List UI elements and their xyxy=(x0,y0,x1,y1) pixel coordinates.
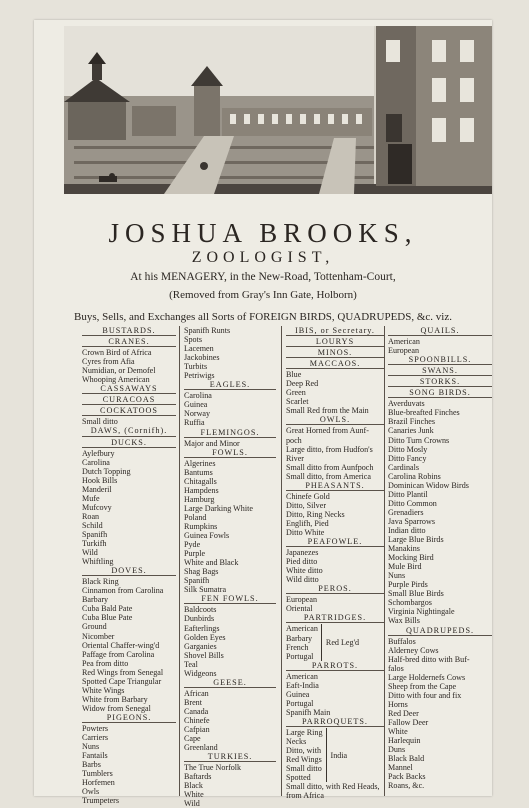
stock-item: Ditto White xyxy=(286,527,325,537)
stock-item: Small Blue Birds xyxy=(388,589,444,599)
stock-item: Crown Bird of Africa xyxy=(82,348,152,358)
stock-item: Chinefe Gold xyxy=(286,491,330,501)
stock-item: Norway xyxy=(184,409,211,419)
stock-item: Cardinals xyxy=(388,462,420,472)
category-heading: QUAILS. xyxy=(388,326,492,336)
stock-item: Whiftling xyxy=(82,557,114,567)
menagerie-engraving xyxy=(64,26,492,194)
profession-title: ZOOLOGIST, xyxy=(191,249,335,266)
trade-line xyxy=(34,311,492,323)
stock-item: Brazil Finches xyxy=(388,417,435,427)
trade-suffix: &c. viz. xyxy=(416,311,452,323)
stock-item: American xyxy=(388,337,420,347)
stock-item: Pied ditto xyxy=(286,557,318,567)
stock-item: Roan xyxy=(82,511,100,521)
category-heading: PHEASANTS. xyxy=(286,481,384,491)
category-heading: FOWLS. xyxy=(184,448,276,458)
stock-item: Aylefbury xyxy=(82,448,115,458)
bracketed-group xyxy=(286,624,384,660)
category-heading: BUSTARDS. xyxy=(82,326,176,336)
stock-item: Eaft-India xyxy=(286,680,319,690)
category-heading: SWANS. xyxy=(388,366,492,376)
stock-item: Fallow Deer xyxy=(388,717,429,727)
stock-item: Sheep from the Cape xyxy=(388,681,457,691)
stock-item: Java Sparrows xyxy=(388,516,435,526)
stock-item: Poland xyxy=(184,512,207,522)
stock-item: Widow from Senegal xyxy=(82,703,151,713)
stock-item: Red Deer xyxy=(388,708,419,718)
stock-item: Deep Red xyxy=(286,379,319,389)
category-heading: DOVES. xyxy=(82,566,176,576)
stock-item: Ditto, Ring Necks xyxy=(286,509,345,519)
stock-item: Cafpian xyxy=(184,725,210,735)
stock-item: Numidian, or Demofel xyxy=(82,366,156,376)
stock-item: Ditto Plantil xyxy=(388,489,428,499)
stock-item: Major and Minor xyxy=(184,438,240,448)
stock-item: Spanifh Runts xyxy=(184,326,231,335)
category-heading: SPOONBILLS. xyxy=(388,355,492,365)
stock-item: Black xyxy=(184,781,203,791)
stock-item: Chitagalls xyxy=(184,476,217,486)
column-divider xyxy=(384,326,385,796)
stock-item: Mufcovy xyxy=(82,502,112,512)
stock-item: Wild xyxy=(82,548,98,558)
stock-item: Portugal xyxy=(286,698,314,708)
address-line xyxy=(34,271,492,283)
stock-column-1 xyxy=(82,326,176,805)
stock-item: Cuba Bald Pate xyxy=(82,604,133,614)
stock-item: Silk Sumatra xyxy=(184,585,227,595)
category-heading: PARROQUETS. xyxy=(286,717,384,727)
stock-item: Large ditto, from Hudfon's xyxy=(286,444,373,454)
stock-item: Purple Pirds xyxy=(388,580,428,590)
stock-item: Barbs xyxy=(82,760,101,770)
stock-item: Garganies xyxy=(184,641,217,651)
trade-main: FOREIGN BIRDS, QUADRUPEDS, xyxy=(249,311,415,323)
stock-item: European xyxy=(388,346,420,356)
stock-item: Brent xyxy=(184,697,202,707)
stock-item: Small ditto, with Red Heads, xyxy=(286,782,380,792)
stock-item: Canada xyxy=(184,706,209,716)
stock-item: Cuba Blue Pate xyxy=(82,613,133,623)
stock-item: Lacemen xyxy=(184,344,214,354)
stock-item: Hamburg xyxy=(184,494,215,504)
stock-item: Buffalos xyxy=(388,636,416,646)
stock-item: Large Ring xyxy=(286,727,323,737)
category-heading: MACCAOS. xyxy=(286,359,384,369)
stock-item: Black Bald xyxy=(388,754,425,764)
stock-item: Wild ditto xyxy=(286,575,319,585)
stock-item: European xyxy=(286,595,318,605)
stock-item: Small ditto xyxy=(286,764,322,774)
category-heading: QUADRUPEDS. xyxy=(388,626,492,636)
stock-item: Averduvats xyxy=(388,399,425,409)
stock-item: Indian ditto xyxy=(388,525,426,535)
category-heading: IBIS, or Secretary. xyxy=(286,326,384,336)
stock-item: from Africa xyxy=(286,791,324,801)
stock-item: Spotted Cape Triangular xyxy=(82,676,162,686)
stock-item: Nuns xyxy=(388,571,406,581)
category-heading: CURACOAS xyxy=(82,395,176,405)
stock-item: Spotted xyxy=(286,773,311,783)
stock-item: Small ditto, from America xyxy=(286,471,371,481)
stock-item: The True Norfolk xyxy=(184,763,242,773)
stock-item: Nuns xyxy=(82,742,100,752)
bracket-items xyxy=(286,728,327,782)
stock-item: Pyde xyxy=(184,540,201,550)
stock-item: Oriental Chaffer-wing'd xyxy=(82,640,160,650)
stock-item: falos xyxy=(388,663,404,673)
stock-item: Mocking Bird xyxy=(388,553,434,563)
stock-item: poch xyxy=(286,435,302,445)
stock-item: Duns xyxy=(388,745,406,755)
address-suffix: in the New-Road, Tottenham-Court, xyxy=(229,271,396,283)
stock-item: Small ditto from Aunfpoch xyxy=(286,462,374,472)
stock-item: Guinea xyxy=(184,400,208,410)
stock-item: Red Wings xyxy=(286,755,322,765)
stock-item: Oriental xyxy=(286,604,313,614)
stock-item: Schild xyxy=(82,520,103,530)
stock-item: Baftards xyxy=(184,772,212,782)
stock-item: Carriers xyxy=(82,733,109,743)
stock-item: Paffage from Carolina xyxy=(82,649,155,659)
stock-item: Wax Bills xyxy=(388,616,420,626)
stock-item: Alderney Cows xyxy=(388,645,439,655)
stock-item: Ditto Fancy xyxy=(388,453,427,463)
stock-item: African xyxy=(184,688,209,698)
stock-item: Guinea Fowls xyxy=(184,531,230,541)
category-heading: PARTRIDGES. xyxy=(286,613,384,623)
bracket-label: Red Leg'd xyxy=(325,638,360,648)
stock-item: Mannel xyxy=(388,763,413,773)
stock-item: Canaries Junk xyxy=(388,426,434,436)
stock-item: Spots xyxy=(184,335,202,345)
stock-item: Owls xyxy=(82,787,100,797)
stock-item: River xyxy=(286,453,304,463)
stock-item: Large Holdernefs Cows xyxy=(388,672,466,682)
stock-item: Japanezes xyxy=(286,548,319,558)
stock-item: White and Black xyxy=(184,558,239,568)
category-heading: COCKATOOS xyxy=(82,406,176,416)
category-heading: CRANES. xyxy=(82,337,176,347)
stock-item: Small Red from the Main xyxy=(286,406,369,416)
stock-item: Roans, &c. xyxy=(388,781,425,791)
stock-item: White ditto xyxy=(286,566,323,576)
stock-column-2 xyxy=(184,326,276,808)
stock-item: Barbary xyxy=(82,595,109,605)
stock-item: Ruffia xyxy=(184,418,205,428)
column-divider xyxy=(179,326,180,796)
stock-item: Grenadiers xyxy=(388,507,424,517)
stock-item: Tumblers xyxy=(82,769,113,779)
category-heading: PIGEONS. xyxy=(82,713,176,723)
stock-item: Pack Backs xyxy=(388,772,426,782)
stock-item: Bantums xyxy=(184,467,213,477)
stock-item: Horfemen xyxy=(82,778,115,788)
stock-item: Blue xyxy=(286,370,302,380)
stock-item: White from Barbary xyxy=(82,694,148,704)
stock-item: American xyxy=(286,624,318,634)
stock-item: American xyxy=(286,671,318,681)
stock-item: Half-bred ditto with Buf- xyxy=(388,654,470,664)
stock-item: Cape xyxy=(184,734,201,744)
stock-item: Scarlet xyxy=(286,397,309,407)
stock-item: Red Wings from Senegal xyxy=(82,667,164,677)
stock-item: Spanifh xyxy=(184,576,210,586)
stock-item: Ditto, Silver xyxy=(286,500,327,510)
stock-item: Virginia Nightingale xyxy=(388,607,455,617)
stock-item: White xyxy=(184,790,204,800)
stock-item: Mufe xyxy=(82,493,100,503)
stock-item: Ditto Mosly xyxy=(388,444,428,454)
stock-item: Turbits xyxy=(184,362,208,372)
address-menagery: MENAGERY, xyxy=(160,271,227,283)
stock-item: White xyxy=(388,727,408,737)
stock-item: Trumpeters xyxy=(82,796,120,806)
stock-item: Cyres from Afia xyxy=(82,357,135,367)
stock-item: Shovel Bills xyxy=(184,650,224,660)
stock-item: Shag Bags xyxy=(184,567,219,577)
stock-item: Turkifh xyxy=(82,539,107,549)
category-heading: PARROTS. xyxy=(286,661,384,671)
bracket-label: India xyxy=(330,750,348,760)
stock-item: Dutch Topping xyxy=(82,466,131,476)
stock-item: Black Ring xyxy=(82,577,119,587)
category-heading: TURKIES. xyxy=(184,752,276,762)
stock-item: Dunbirds xyxy=(184,614,215,624)
category-heading: EAGLES. xyxy=(184,380,276,390)
stock-item: Harlequin xyxy=(388,736,421,746)
proprietor-name: JOSHUA BROOKS, xyxy=(108,218,418,248)
stock-item: Dominican Widow Birds xyxy=(388,480,469,490)
category-heading: DAWS, (Cornifh). xyxy=(82,426,176,436)
category-heading: SONG BIRDS. xyxy=(388,388,492,398)
address-prefix: At his xyxy=(130,271,159,283)
handbill-sheet xyxy=(34,20,492,808)
removed-note: (Removed from Gray's Inn Gate, Holborn) xyxy=(169,289,357,301)
stock-item: Schombargos xyxy=(388,598,432,608)
stock-item: Ditto with four and fix xyxy=(388,690,462,700)
stock-item: Whooping American xyxy=(82,375,150,385)
stock-item: Nicomber xyxy=(82,631,115,641)
stock-item: Large Blue Birds xyxy=(388,535,444,545)
category-heading: GEESE. xyxy=(184,678,276,688)
stock-item: Spanifh xyxy=(82,529,108,539)
stock-item: Greenland xyxy=(184,743,218,753)
stock-item: Chinefe xyxy=(184,715,210,725)
stock-item: Manderil xyxy=(82,484,112,494)
stock-item: Hook Bills xyxy=(82,475,118,485)
stock-item: Spanifh Main xyxy=(286,707,331,717)
stock-item: White Wings xyxy=(82,685,125,695)
stock-item: Jackobines xyxy=(184,353,220,363)
stock-item: Ditto Turn Crowns xyxy=(388,435,450,445)
category-heading: PEAFOWLE. xyxy=(286,537,384,547)
stock-item: Widgeons xyxy=(184,668,217,678)
stock-columns xyxy=(82,326,492,808)
stock-item: Hampdens xyxy=(184,485,219,495)
stock-item: Rumpkins xyxy=(184,521,218,531)
category-heading: FLEMINGOS. xyxy=(184,428,276,438)
stock-item: Guinea xyxy=(286,689,310,699)
stock-item: French xyxy=(286,642,309,652)
trade-prefix: Buys, Sells, and Exchanges all Sorts of xyxy=(74,311,247,323)
stock-item: Portugal xyxy=(286,651,314,661)
category-heading: MINOS. xyxy=(286,348,384,358)
stock-column-3 xyxy=(286,326,384,800)
stock-column-4 xyxy=(388,326,492,790)
stock-item: Carolina Robins xyxy=(388,471,441,481)
category-heading: STORKS. xyxy=(388,377,492,387)
bracket-items xyxy=(286,624,322,660)
stock-item: Ground xyxy=(82,622,107,632)
stock-item: Great Horned from Aunf- xyxy=(286,426,369,436)
column-divider xyxy=(281,326,282,796)
category-heading: DUCKS. xyxy=(82,438,176,448)
stock-item: Ditto Common xyxy=(388,498,437,508)
stock-item: Manakins xyxy=(388,544,420,554)
stock-item: Carolina xyxy=(184,391,212,401)
stock-item: Necks xyxy=(286,737,307,747)
stock-item: Wild xyxy=(184,799,200,808)
stock-item: Small ditto xyxy=(82,417,118,427)
stock-item: Cinnamon from Carolina xyxy=(82,586,164,596)
stock-item: Petriwigs xyxy=(184,371,215,381)
stock-item: Pea from ditto xyxy=(82,658,129,668)
stock-item: Mule Bird xyxy=(388,562,422,572)
stock-item: Baldcoots xyxy=(184,605,217,615)
stock-item: Large Darking White xyxy=(184,503,253,513)
stock-item: Fantails xyxy=(82,751,108,761)
category-heading: LOURYS xyxy=(286,337,384,347)
stock-item: Powters xyxy=(82,723,109,733)
stock-item: Horns xyxy=(388,699,408,709)
category-heading: CASSAWAYS xyxy=(82,384,176,394)
stock-item: Eafterlings xyxy=(184,623,220,633)
stock-item: Green xyxy=(286,388,306,398)
stock-item: Ditto, with xyxy=(286,746,322,756)
category-heading: OWLS. xyxy=(286,415,384,425)
stock-item: Teal xyxy=(184,659,198,669)
stock-item: Blue-breafted Finches xyxy=(388,408,460,418)
stock-item: Barbary xyxy=(286,633,313,643)
stock-item: Golden Eyes xyxy=(184,632,226,642)
stock-item: Algerines xyxy=(184,458,216,468)
category-heading: PEROS. xyxy=(286,584,384,594)
category-heading: FEN FOWLS. xyxy=(184,594,276,604)
stock-item: Englifh, Pied xyxy=(286,518,329,528)
bracketed-group xyxy=(286,728,384,782)
stock-item: Purple xyxy=(184,549,206,559)
stock-item: Carolina xyxy=(82,457,110,467)
